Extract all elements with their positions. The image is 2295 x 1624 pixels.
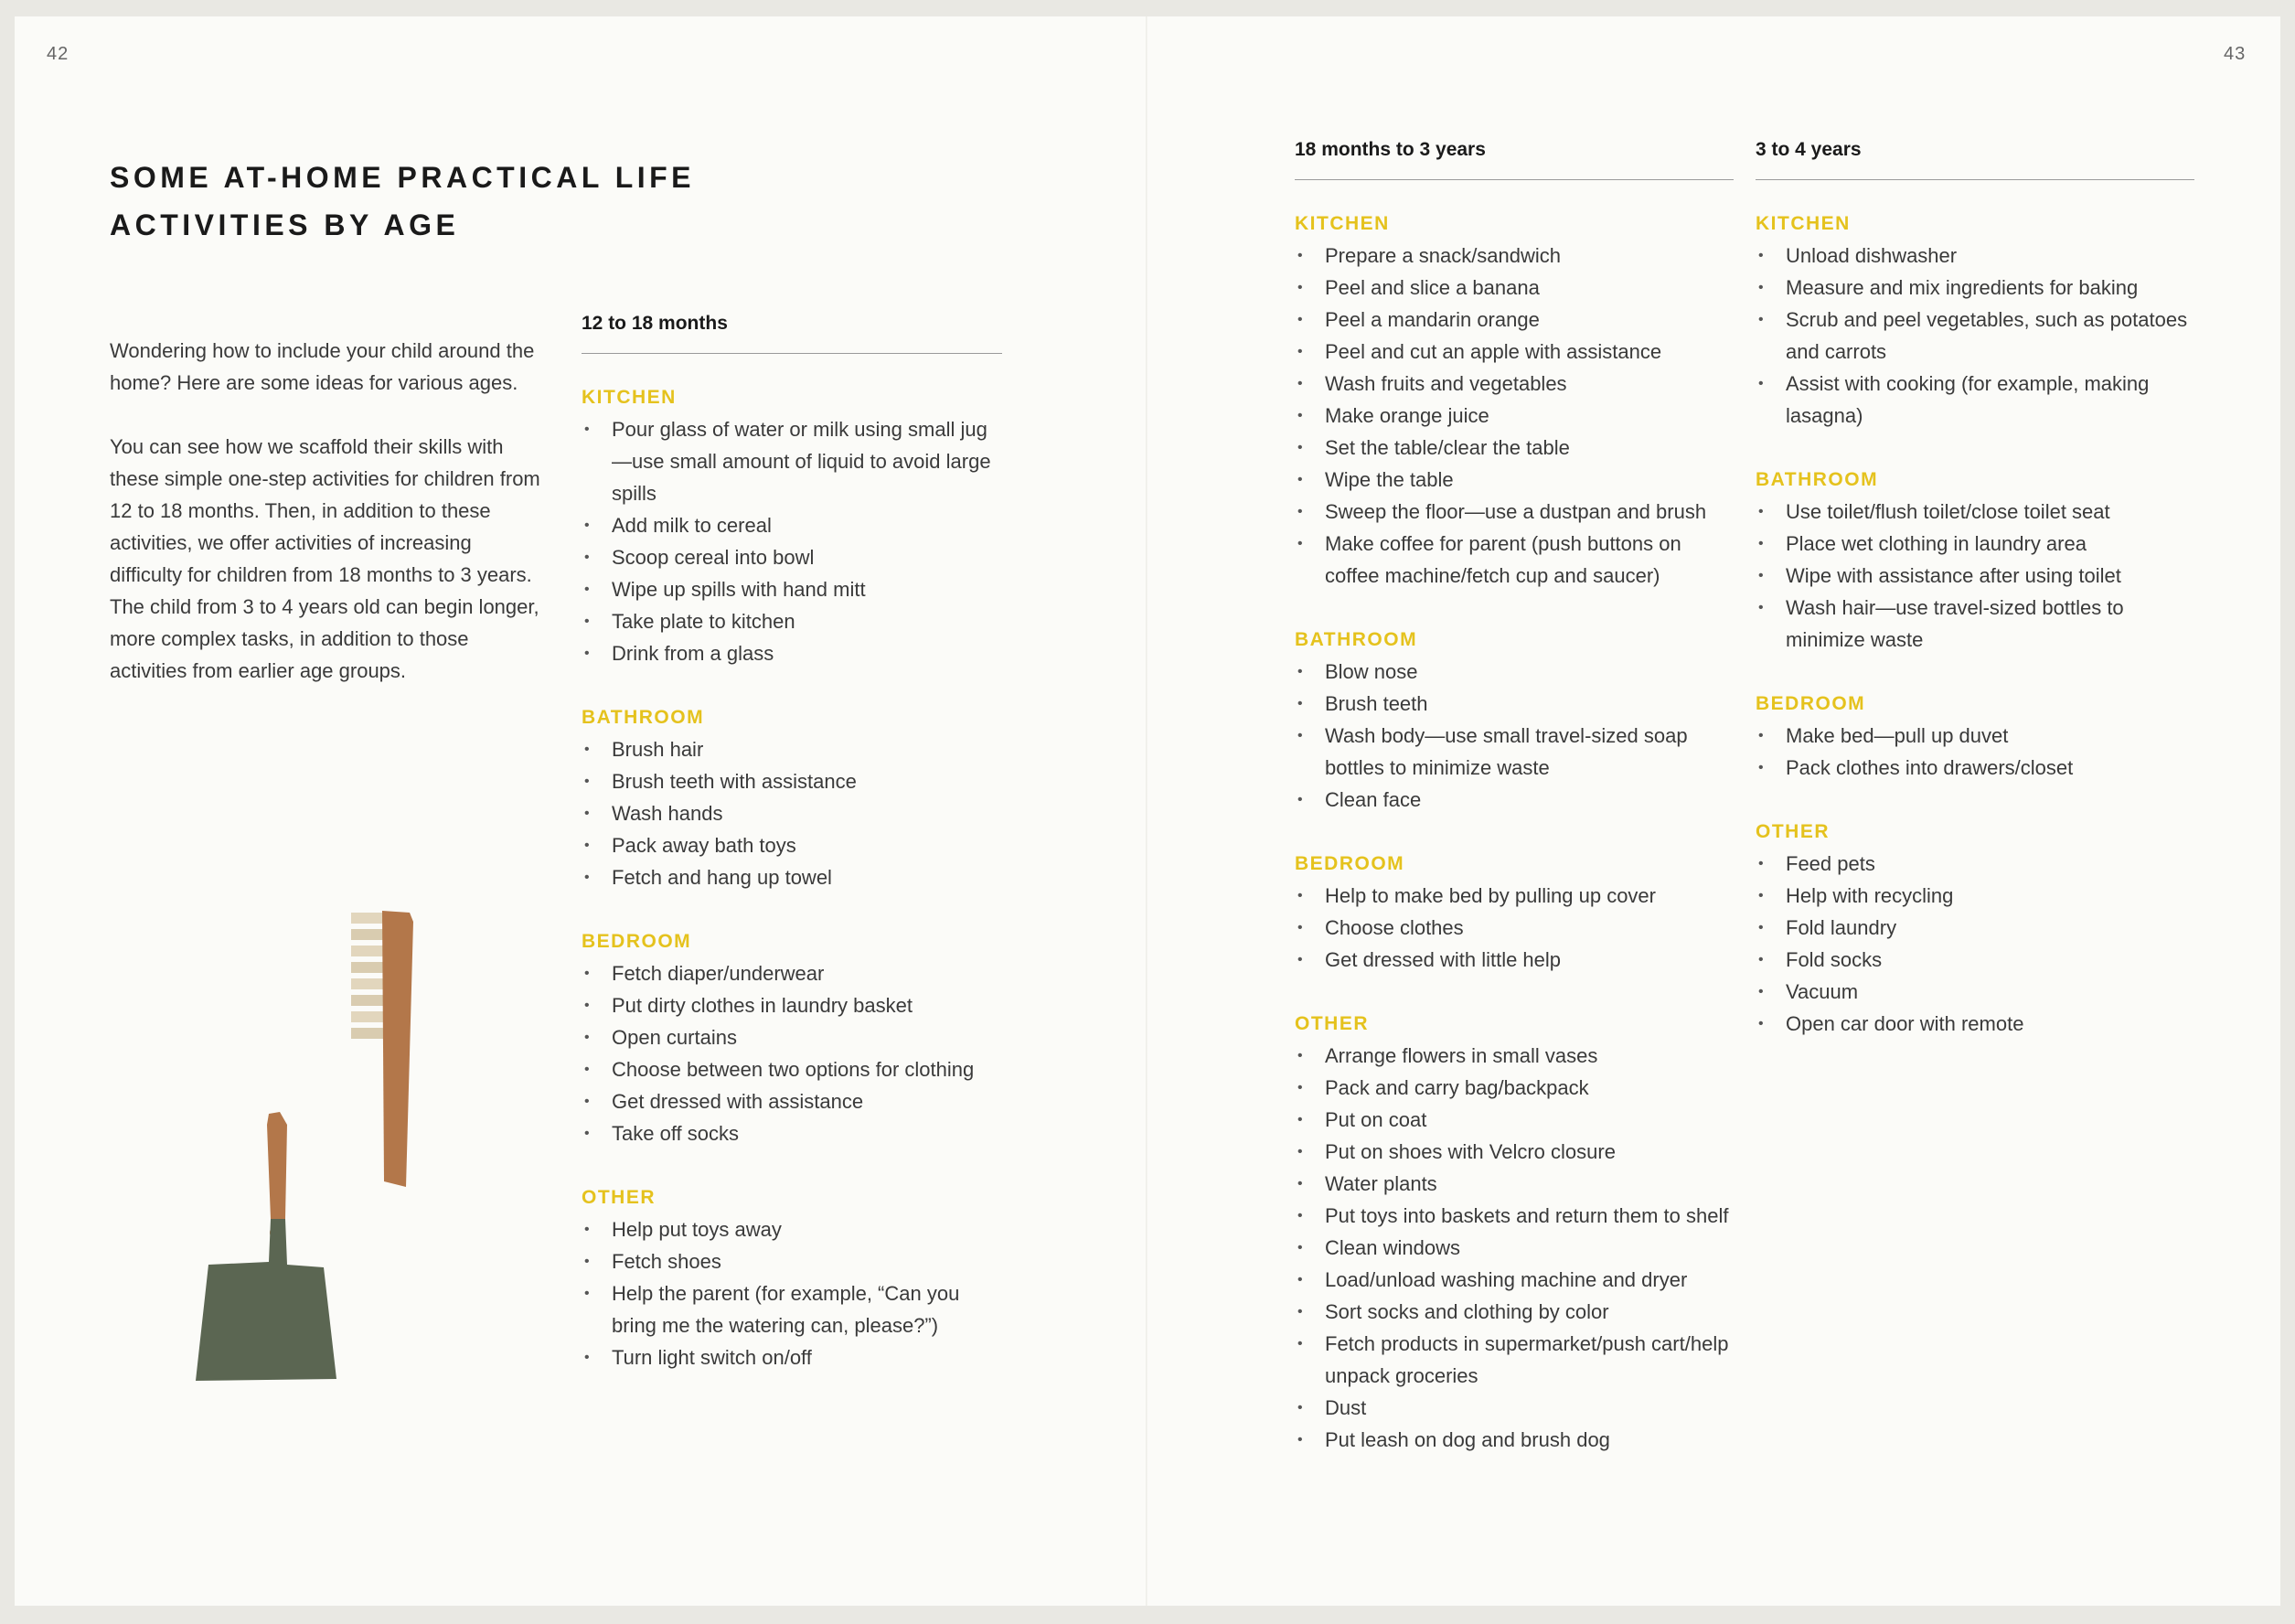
list-item: • Prepare a snack/sandwich: [1295, 240, 1734, 272]
list-item: • Pack and carry bag/backpack: [1295, 1072, 1734, 1104]
column-12-to-18-months: [582, 313, 1002, 1405]
list-item: • Sweep the floor—use a dustpan and brush: [1295, 496, 1734, 528]
page-number-right: 43: [2224, 44, 2247, 64]
intro-text: [110, 335, 549, 719]
intro-paragraph: Wondering how to include your child around the home? Here are some ideas for various ages.: [110, 339, 535, 394]
section-heading-bathroom: BATHROOM: [1756, 469, 1879, 490]
list-item: • Pour glass of water or milk using small jug—use small amount of liquid to avoid large spills: [582, 413, 1002, 509]
list-item: • Peel and slice a banana: [1295, 272, 1734, 304]
list-item: • Fetch and hang up towel: [582, 861, 1002, 893]
list-item: • Wash body—use small travel-sized soap bottles to minimize waste: [1295, 720, 1734, 784]
list-item: • Assist with cooking (for example, making lasagna): [1756, 368, 2194, 432]
list-item: • Put on shoes with Velcro closure: [1295, 1136, 1734, 1168]
list-item: • Put dirty clothes in laundry basket: [582, 989, 1002, 1021]
activity-list-other: [1295, 1040, 1734, 1456]
list-item: • Use toilet/flush toilet/close toilet seat: [1756, 496, 2194, 528]
section-heading-other: OTHER: [582, 1187, 656, 1208]
activity-list-kitchen: [1756, 240, 2194, 432]
list-item: • Unload dishwasher: [1756, 240, 2194, 272]
activity-list-other: [582, 1213, 1002, 1373]
section-heading-bedroom: BEDROOM: [1756, 693, 1866, 714]
list-item: • Help with recycling: [1756, 880, 2194, 912]
list-item: • Feed pets: [1756, 848, 2194, 880]
list-item: • Wipe the table: [1295, 464, 1734, 496]
intro-paragraph: You can see how we scaffold their skills with these simple one-step activities for children from 12 to 18 months. Then, in addition to these activities, we offer activities of increasing difficulty for children from 18 months to 3 years. The child from 3 to 4 years old can begin longer, more complex tasks, in addition to those activities from earlier age groups.: [110, 435, 540, 682]
brush-icon: [351, 911, 413, 1187]
list-item: • Scrub and peel vegetables, such as potatoes and carrots: [1756, 304, 2194, 368]
list-item: • Make orange juice: [1295, 400, 1734, 432]
activity-list-other: [1756, 848, 2194, 1040]
list-item: • Wipe up spills with hand mitt: [582, 573, 1002, 605]
list-item: • Peel a mandarin orange: [1295, 304, 1734, 336]
list-item: • Wash hands: [582, 797, 1002, 829]
list-item: • Wash hair—use travel-sized bottles to minimize waste: [1756, 592, 2194, 656]
list-item: • Water plants: [1295, 1168, 1734, 1200]
list-item: • Open curtains: [582, 1021, 1002, 1053]
list-item: • Load/unload washing machine and dryer: [1295, 1264, 1734, 1296]
list-item: • Brush hair: [582, 733, 1002, 765]
list-item: • Peel and cut an apple with assistance: [1295, 336, 1734, 368]
page-title: [110, 154, 695, 249]
section-heading-kitchen: KITCHEN: [582, 387, 677, 408]
list-item: • Help the parent (for example, “Can you bring me the watering can, please?”): [582, 1277, 1002, 1341]
list-item: • Put on coat: [1295, 1104, 1734, 1136]
list-item: • Make coffee for parent (push buttons on coffee machine/fetch cup and saucer): [1295, 528, 1734, 592]
book-gutter: [1146, 16, 1148, 1606]
list-item: • Fetch diaper/underwear: [582, 957, 1002, 989]
list-item: • Measure and mix ingredients for baking: [1756, 272, 2194, 304]
list-item: • Fold socks: [1756, 944, 2194, 976]
section-heading-bedroom: BEDROOM: [1295, 853, 1405, 874]
activity-list-bathroom: [582, 733, 1002, 893]
list-item: • Fold laundry: [1756, 912, 2194, 944]
list-item: • Help put toys away: [582, 1213, 1002, 1245]
list-item: • Choose between two options for clothing: [582, 1053, 1002, 1085]
list-item: • Fetch shoes: [582, 1245, 1002, 1277]
section-heading-bathroom: BATHROOM: [1295, 629, 1418, 650]
column-18-months-to-3-years: [1295, 139, 1734, 1488]
list-item: • Take off socks: [582, 1117, 1002, 1149]
list-item: • Put leash on dog and brush dog: [1295, 1424, 1734, 1456]
column-heading: 3 to 4 years: [1756, 139, 2194, 180]
dustpan-icon: [196, 1112, 336, 1381]
list-item: • Add milk to cereal: [582, 509, 1002, 541]
list-item: • Help to make bed by pulling up cover: [1295, 880, 1734, 912]
list-item: • Wipe with assistance after using toilet: [1756, 560, 2194, 592]
activity-list-bathroom: [1756, 496, 2194, 656]
list-item: • Wash fruits and vegetables: [1295, 368, 1734, 400]
list-item: • Get dressed with little help: [1295, 944, 1734, 976]
list-item: • Blow nose: [1295, 656, 1734, 688]
brush-and-dustpan-illustration: [170, 885, 463, 1397]
list-item: • Fetch products in supermarket/push cart/help unpack groceries: [1295, 1328, 1734, 1392]
section-heading-bedroom: BEDROOM: [582, 931, 692, 952]
list-item: • Pack away bath toys: [582, 829, 1002, 861]
list-item: • Brush teeth: [1295, 688, 1734, 720]
title-line-2: ACTIVITIES BY AGE: [110, 208, 460, 241]
list-item: • Turn light switch on/off: [582, 1341, 1002, 1373]
list-item: • Scoop cereal into bowl: [582, 541, 1002, 573]
list-item: • Pack clothes into drawers/closet: [1756, 752, 2194, 784]
list-item: • Make bed—pull up duvet: [1756, 720, 2194, 752]
activity-list-bedroom: [582, 957, 1002, 1149]
illustration: [170, 885, 463, 1402]
list-item: • Arrange flowers in small vases: [1295, 1040, 1734, 1072]
section-heading-other: OTHER: [1756, 821, 1830, 842]
list-item: • Sort socks and clothing by color: [1295, 1296, 1734, 1328]
page-number-left: 42: [47, 44, 69, 64]
list-item: • Brush teeth with assistance: [582, 765, 1002, 797]
book-spread: [15, 16, 2280, 1606]
activity-list-bedroom: [1295, 880, 1734, 976]
list-item: • Choose clothes: [1295, 912, 1734, 944]
list-item: • Put toys into baskets and return them to shelf: [1295, 1200, 1734, 1232]
activity-list-bedroom: [1756, 720, 2194, 784]
list-item: • Get dressed with assistance: [582, 1085, 1002, 1117]
activity-list-kitchen: [1295, 240, 1734, 592]
list-item: • Take plate to kitchen: [582, 605, 1002, 637]
list-item: • Clean face: [1295, 784, 1734, 816]
list-item: • Place wet clothing in laundry area: [1756, 528, 2194, 560]
list-item: • Dust: [1295, 1392, 1734, 1424]
list-item: • Open car door with remote: [1756, 1008, 2194, 1040]
column-heading: 18 months to 3 years: [1295, 139, 1734, 180]
section-heading-kitchen: KITCHEN: [1295, 213, 1390, 234]
list-item: • Vacuum: [1756, 976, 2194, 1008]
section-heading-bathroom: BATHROOM: [582, 707, 705, 728]
section-heading-kitchen: KITCHEN: [1756, 213, 1851, 234]
column-3-to-4-years: [1756, 139, 2194, 1072]
section-heading-other: OTHER: [1295, 1013, 1369, 1034]
list-item: • Drink from a glass: [582, 637, 1002, 669]
activity-list-bathroom: [1295, 656, 1734, 816]
column-heading: 12 to 18 months: [582, 313, 1002, 354]
title-line-1: SOME AT-HOME PRACTICAL LIFE: [110, 161, 696, 194]
list-item: • Set the table/clear the table: [1295, 432, 1734, 464]
activity-list-kitchen: [582, 413, 1002, 669]
list-item: • Clean windows: [1295, 1232, 1734, 1264]
